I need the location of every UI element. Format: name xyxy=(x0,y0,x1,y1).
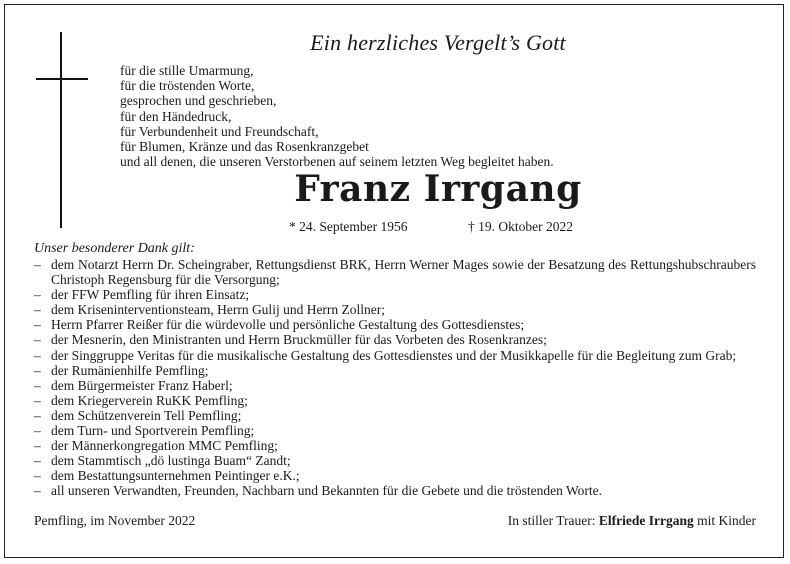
thanks-line: für die tröstenden Worte, xyxy=(120,78,255,94)
list-item-text: dem Kriseninterventionsteam, Herrn Gulij und Herrn Zollner; xyxy=(51,302,386,318)
list-item xyxy=(34,378,756,393)
life-dates xyxy=(289,219,573,235)
thanks-line: für Blumen, Kränze und das Rosenkranzgebet xyxy=(120,139,369,155)
list-item-text: der FFW Pemfling für ihren Einsatz; xyxy=(51,287,250,303)
dash: – xyxy=(34,423,41,439)
cross-icon-bar xyxy=(36,78,88,80)
thanks-line: für Verbundenheit und Freundschaft, xyxy=(120,123,319,139)
birth-date: * 24. September 1956 xyxy=(289,219,408,234)
dash: – xyxy=(34,392,41,408)
list-item-text: Herrn Pfarrer Reißer für die würdevolle und persönliche Gestaltung des Gottesdienstes; xyxy=(51,317,525,333)
list-item-text: dem Kriegerverein RuKK Pemfling; xyxy=(51,392,248,408)
mourning-prefix: In stiller Trauer: xyxy=(507,513,596,528)
deceased-name: Franz Irrgang xyxy=(294,168,582,210)
list-item-text: dem Stammtisch „dö lustinga Buam“ Zandt; xyxy=(51,453,291,469)
mourner-name: Elfriede Irrgang xyxy=(598,513,694,528)
list-item xyxy=(34,468,756,483)
thanks-line: für den Händedruck, xyxy=(120,108,232,124)
thanks-line: gesprochen und geschrieben, xyxy=(120,93,277,109)
dash: – xyxy=(34,483,41,499)
dash: – xyxy=(34,453,41,469)
special-thanks-title: Unser besonderer Dank gilt: xyxy=(34,241,195,256)
list-item xyxy=(34,332,756,347)
list-item xyxy=(34,408,756,423)
dash: – xyxy=(34,468,41,484)
dash: – xyxy=(34,302,41,318)
mourning-suffix: mit Kinder xyxy=(697,513,756,528)
list-item xyxy=(34,453,756,468)
dash: – xyxy=(34,377,41,393)
death-date: † 19. Oktober 2022 xyxy=(468,219,573,234)
list-item-text: dem Turn- und Sportverein Pemfling; xyxy=(51,423,255,439)
dash: – xyxy=(34,347,41,363)
list-item-text: der Singgruppe Veritas für die musikalische Gestaltung des Gottesdienstes und der Musikkapelle für die Begleitung zum Grab; xyxy=(51,347,737,363)
dash: – xyxy=(34,287,41,303)
list-item xyxy=(34,287,756,302)
mourners xyxy=(508,513,756,529)
heading: Ein herzliches Vergelt’s Gott xyxy=(310,30,566,55)
dash: – xyxy=(34,257,41,272)
dash: – xyxy=(34,317,41,333)
list-item-text: dem Schützenverein Tell Pemfling; xyxy=(51,407,242,423)
list-item xyxy=(34,302,756,317)
list-item xyxy=(34,393,756,408)
list-item-text: dem Notarzt Herrn Dr. Scheingraber, Rettungsdienst BRK, Herrn Werner Mages sowie der Besatzung des Rettungshubschraubers Christoph Regensburg für die Versorgung; xyxy=(51,257,756,288)
special-thanks-list xyxy=(34,257,756,499)
list-item-text: dem Bürgermeister Franz Haberl; xyxy=(51,377,233,393)
list-item xyxy=(34,438,756,453)
dash: – xyxy=(34,407,41,423)
thanks-block xyxy=(120,63,554,169)
list-item-text: der Männerkongregation MMC Pemfling; xyxy=(51,438,278,454)
list-item-text: der Mesnerin, den Ministranten und Herrn Bruckmüller für das Vorbeten des Rosenkranzes; xyxy=(51,332,547,348)
dash: – xyxy=(34,362,41,378)
list-item xyxy=(34,483,756,498)
list-item xyxy=(34,348,756,363)
list-item xyxy=(34,423,756,438)
list-item-text: all unseren Verwandten, Freunden, Nachbarn und Bekannten für die Gebete und die tröstenden Worte. xyxy=(51,483,602,499)
list-item xyxy=(34,257,756,287)
thanks-line: und all denen, die unseren Verstorbenen auf seinem letzten Weg begleitet haben. xyxy=(120,154,554,170)
dash: – xyxy=(34,332,41,348)
list-item xyxy=(34,317,756,332)
thanks-line: für die stille Umarmung, xyxy=(120,63,254,78)
list-item-text: der Rumänienhilfe Pemfling; xyxy=(51,362,209,378)
list-item-text: dem Bestattungsunternehmen Peintinger e.K.; xyxy=(51,468,300,484)
list-item xyxy=(34,363,756,378)
place-date: Pemfling, im November 2022 xyxy=(34,513,196,528)
dash: – xyxy=(34,438,41,454)
